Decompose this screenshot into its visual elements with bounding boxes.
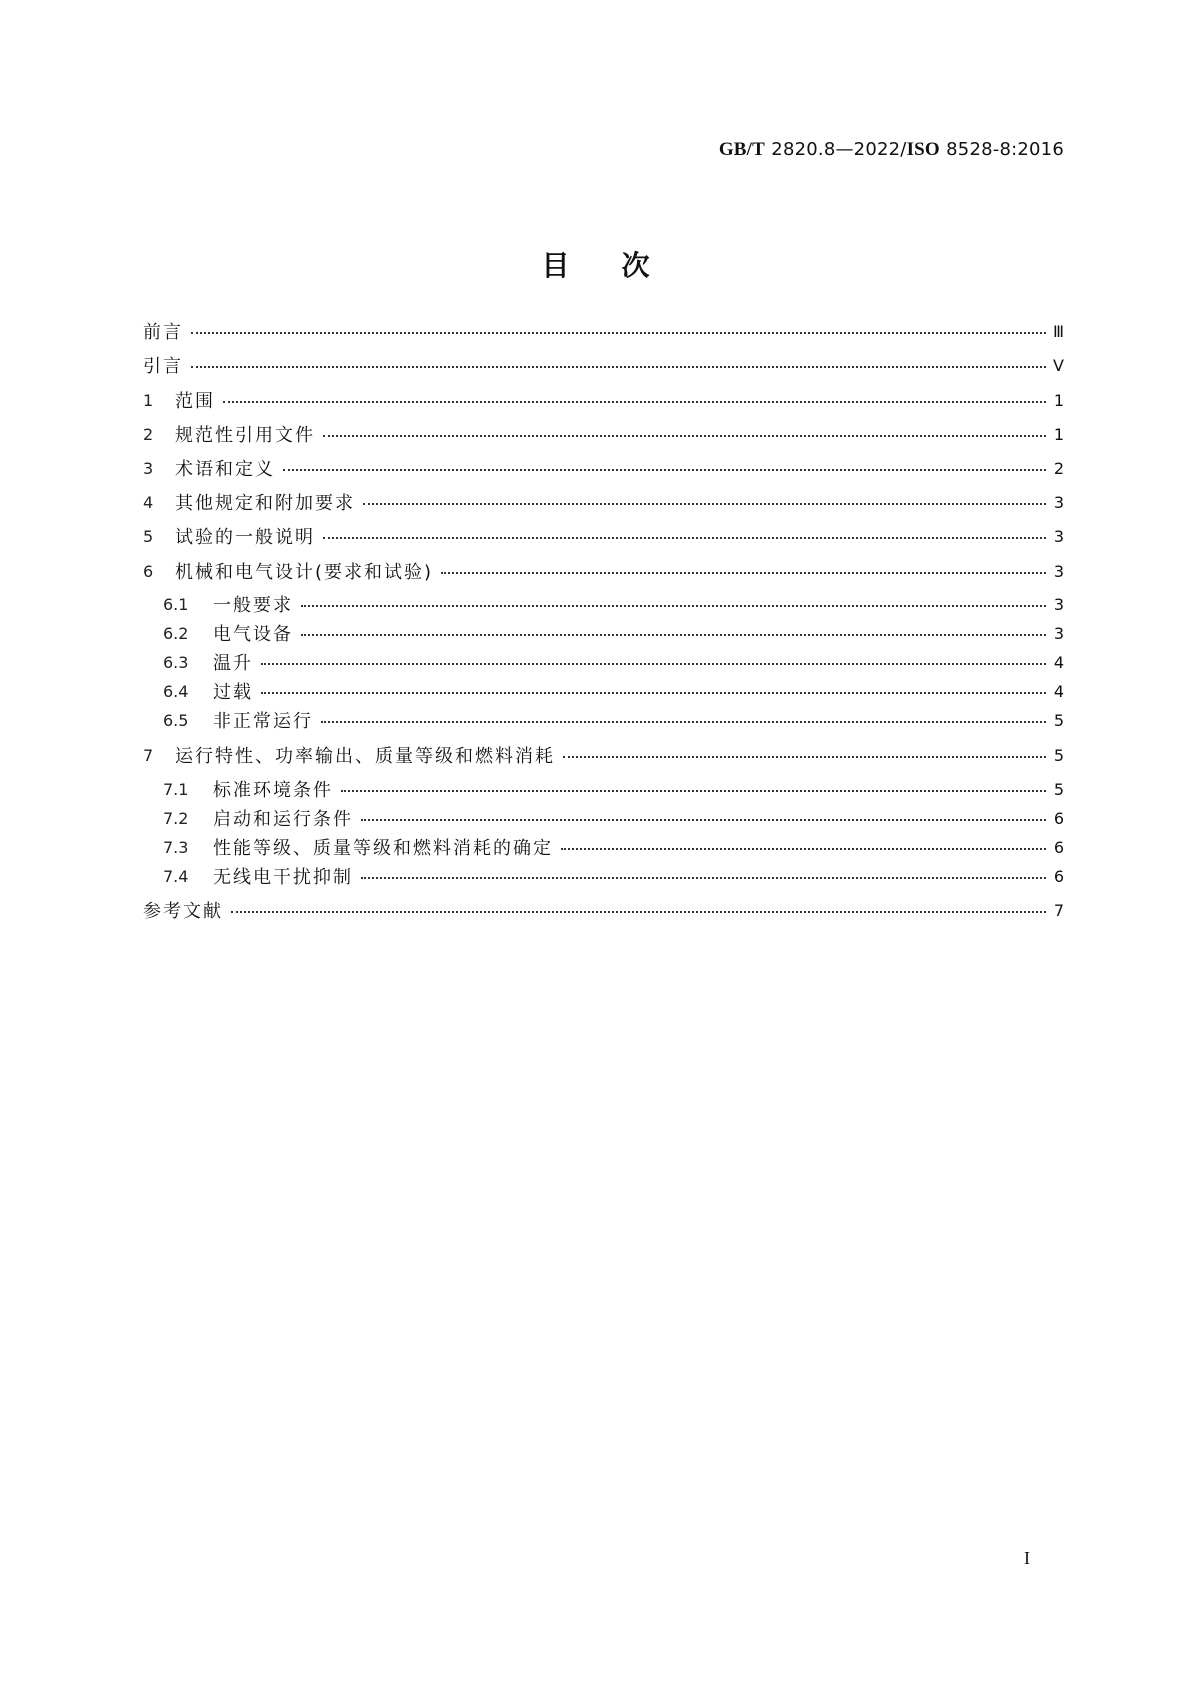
dot-leader [441, 572, 1046, 574]
toc-entry-page: 3 [1053, 623, 1064, 643]
dot-leader [363, 503, 1046, 505]
toc-entry-page: 4 [1053, 652, 1064, 672]
toc-entry[interactable] [143, 455, 1064, 481]
dot-leader [261, 663, 1046, 665]
std-code-prefix: GB/T [718, 139, 766, 160]
toc-entry[interactable] [143, 678, 1064, 704]
toc-entry-title: 其他规定和附加要求 [175, 493, 355, 514]
toc-entry-page: 5 [1053, 710, 1064, 730]
std-code-number: 2820.8—2022/ [771, 139, 907, 160]
toc-entry[interactable] [143, 523, 1064, 549]
toc-entry[interactable] [143, 558, 1064, 584]
toc-entry-number: 6.3 [163, 652, 189, 672]
toc-entry-number: 7.4 [163, 866, 189, 886]
toc-entry-title: 试验的一般说明 [175, 527, 315, 548]
toc-entry-number: 7.3 [163, 837, 189, 857]
toc-entry-page: 6 [1053, 866, 1064, 886]
dot-leader [191, 366, 1046, 368]
toc-entry-number: 4 [143, 492, 154, 512]
toc-entry[interactable] [143, 387, 1064, 413]
toc-entry[interactable] [143, 863, 1064, 889]
iso-number: 8528-8:2016 [946, 139, 1064, 160]
toc-entry-title: 一般要求 [213, 595, 293, 616]
toc-title: 目次 [541, 249, 702, 282]
toc-entry-page: 6 [1053, 837, 1064, 857]
toc-entry-title: 启动和运行条件 [213, 809, 353, 830]
toc-entry-title: 性能等级、质量等级和燃料消耗的确定 [213, 838, 553, 859]
toc-entry-number: 6.1 [163, 594, 189, 614]
toc-entry-title: 标准环境条件 [213, 780, 333, 801]
footer-page-number: I [1024, 1548, 1030, 1568]
toc-entry[interactable] [143, 352, 1064, 378]
toc-entry-title: 电气设备 [213, 624, 293, 645]
dot-leader [323, 537, 1046, 539]
toc-entry[interactable] [143, 742, 1064, 768]
dot-leader [323, 435, 1046, 437]
dot-leader [563, 756, 1046, 758]
toc-entry-page: 3 [1053, 526, 1064, 546]
toc-entry-page: 5 [1053, 779, 1064, 799]
toc-entry[interactable] [143, 318, 1064, 344]
toc-entry-page: 5 [1053, 745, 1064, 765]
dot-leader [283, 469, 1046, 471]
toc-entry-title: 引言 [143, 356, 183, 377]
dot-leader [191, 332, 1046, 334]
toc-entry-number: 2 [143, 424, 154, 444]
toc-entry[interactable] [143, 591, 1064, 617]
toc-entry-number: 1 [143, 390, 154, 410]
toc-entry-page: 3 [1053, 594, 1064, 614]
toc-entry[interactable] [143, 649, 1064, 675]
toc-entry-page: Ⅲ [1052, 321, 1064, 341]
dot-leader [321, 721, 1046, 723]
toc-entry-page: 1 [1053, 390, 1064, 410]
toc-entry-title: 术语和定义 [175, 459, 275, 480]
dot-leader [261, 692, 1046, 694]
iso-prefix: ISO [906, 139, 940, 160]
toc-entry[interactable] [143, 421, 1064, 447]
toc-entry-number: 3 [143, 458, 154, 478]
toc-entry[interactable] [143, 620, 1064, 646]
toc-entry-number: 7.2 [163, 808, 189, 828]
dot-leader [223, 401, 1046, 403]
toc-entry-number: 6.2 [163, 623, 189, 643]
toc-entry[interactable] [143, 805, 1064, 831]
toc-entry-page: 3 [1053, 492, 1064, 512]
toc-entry-number: 6.5 [163, 710, 189, 730]
dot-leader [561, 848, 1046, 850]
dot-leader [361, 819, 1046, 821]
dot-leader [301, 634, 1046, 636]
toc-entry[interactable] [143, 489, 1064, 515]
toc-entry-number: 5 [143, 526, 154, 546]
toc-entry-page: 4 [1053, 681, 1064, 701]
toc-entry-page: 6 [1053, 808, 1064, 828]
toc-entry-title: 前言 [143, 322, 183, 343]
toc-entry-page: 3 [1053, 561, 1064, 581]
dot-leader [361, 877, 1046, 879]
dot-leader [301, 605, 1046, 607]
toc-entry-page: Ⅴ [1053, 355, 1064, 375]
toc-entry-page: 1 [1053, 424, 1064, 444]
toc-entry-page: 7 [1053, 900, 1064, 920]
toc-entry-title: 无线电干扰抑制 [213, 867, 353, 888]
toc-entry-title: 参考文献 [143, 901, 223, 922]
standard-code [719, 138, 1064, 161]
toc-entry-number: 7 [143, 745, 154, 765]
toc-entry-title: 过载 [213, 682, 253, 703]
toc-entry-title: 范围 [175, 391, 215, 412]
toc-entry-title: 机械和电气设计(要求和试验) [175, 562, 434, 583]
toc-entry[interactable] [143, 707, 1064, 733]
toc-entry[interactable] [143, 897, 1064, 923]
toc-entry-number: 6.4 [163, 681, 189, 701]
dot-leader [231, 911, 1046, 913]
toc-entry[interactable] [143, 834, 1064, 860]
dot-leader [341, 790, 1046, 792]
toc-entry-number: 6 [143, 561, 154, 581]
toc-entry[interactable] [143, 776, 1064, 802]
toc-entry-page: 2 [1053, 458, 1064, 478]
toc-entry-title: 规范性引用文件 [175, 425, 315, 446]
toc-entry-title: 非正常运行 [213, 711, 313, 732]
toc-entry-number: 7.1 [163, 779, 189, 799]
toc-entry-title: 运行特性、功率输出、质量等级和燃料消耗 [175, 746, 555, 767]
toc-entry-title: 温升 [213, 653, 253, 674]
